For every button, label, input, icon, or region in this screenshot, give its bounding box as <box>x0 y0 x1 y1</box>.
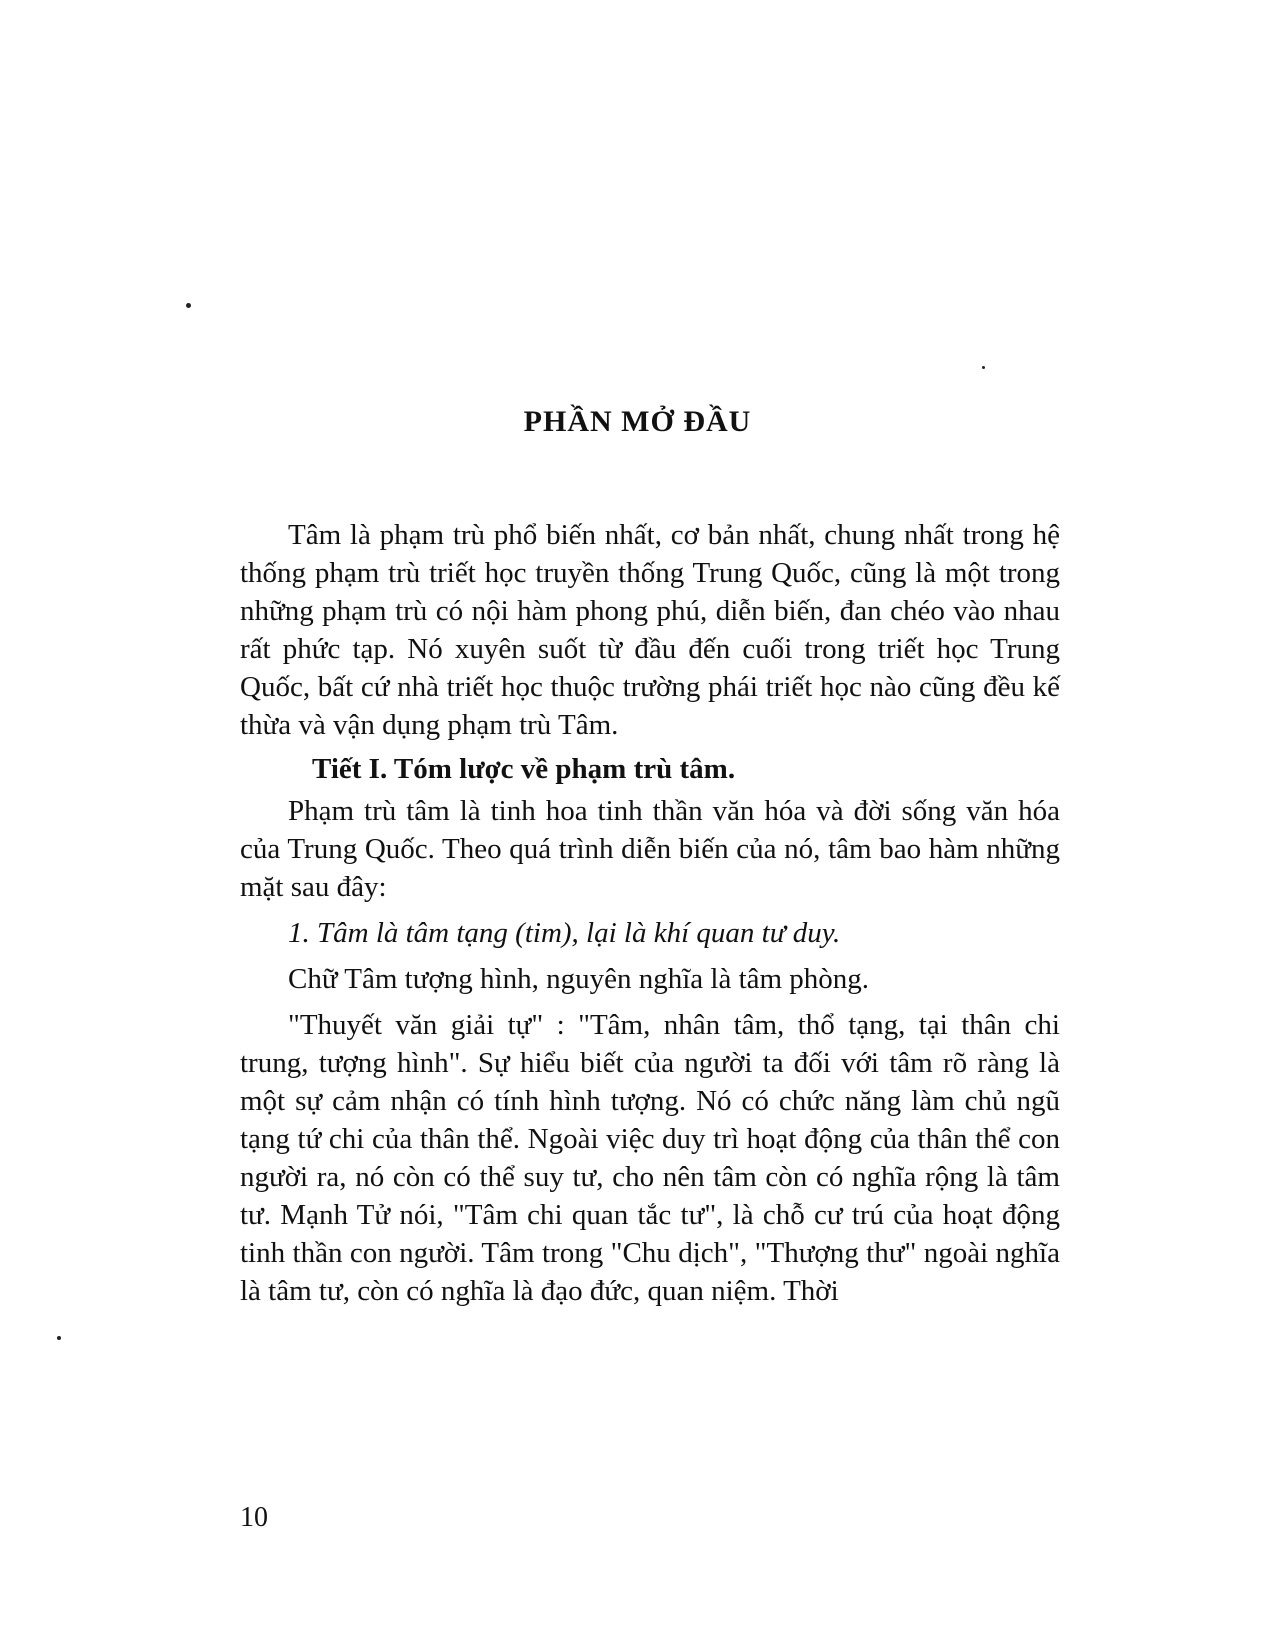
scan-speck <box>982 366 985 369</box>
paragraph-pictograph: Chữ Tâm tượng hình, nguyên nghĩa là tâm phòng. <box>288 963 870 995</box>
paragraph-intro: Tâm là phạm trù phổ biến nhất, cơ bản nhất, chung nhất trong hệ thống phạm trù triết học truyền thống Trung Quốc, cũng là một trong những phạm trù có nội hàm phong phú, diễn biến, đan chéo vào nhau rất phức tạp. Nó xuyên suốt từ đầu đến cuối trong triết học Trung Quốc, bất cứ nhà triết học thuộc trường phái triết học nào cũng đều kế thừa và vận dụng phạm trù Tâm. <box>240 519 1060 741</box>
body-text <box>240 516 1060 1310</box>
paragraph-overview: Phạm trù tâm là tinh hoa tinh thần văn hóa và đời sống văn hóa của Trung Quốc. Theo quá trình diễn biến của nó, tâm bao hàm những mặt sau đây: <box>240 795 1060 903</box>
page-title: PHẦN MỞ ĐẦU <box>523 405 752 438</box>
section-heading: Tiết I. Tóm lược về phạm trù tâm. <box>312 753 736 785</box>
scan-speck <box>186 303 191 308</box>
paragraph-definition: "Thuyết văn giải tự" : "Tâm, nhân tâm, thổ tạng, tại thân chi trung, tượng hình". Sự hiểu biết của người ta đối với tâm rõ ràng là một sự cảm nhận có tính hình tượng. Nó có chức năng làm chủ ngũ tạng tứ chi của thân thể. Ngoài việc duy trì hoạt động của thân thể con người ra, nó còn có thể suy tư, cho nên tâm còn có nghĩa rộng là tâm tư. Mạnh Tử nói, "Tâm chi quan tắc tư", là chỗ cư trú của hoạt động tinh thần con người. Tâm trong "Chu dịch", "Thượng thư" ngoài nghĩa là tâm tư, còn có nghĩa là đạo đức, quan niệm. Thời <box>240 1009 1060 1307</box>
subsection-heading: 1. Tâm là tâm tạng (tim), lại là khí quan tư duy. <box>288 917 841 949</box>
page-number: 10 <box>240 1502 268 1533</box>
scan-speck <box>57 1336 61 1340</box>
